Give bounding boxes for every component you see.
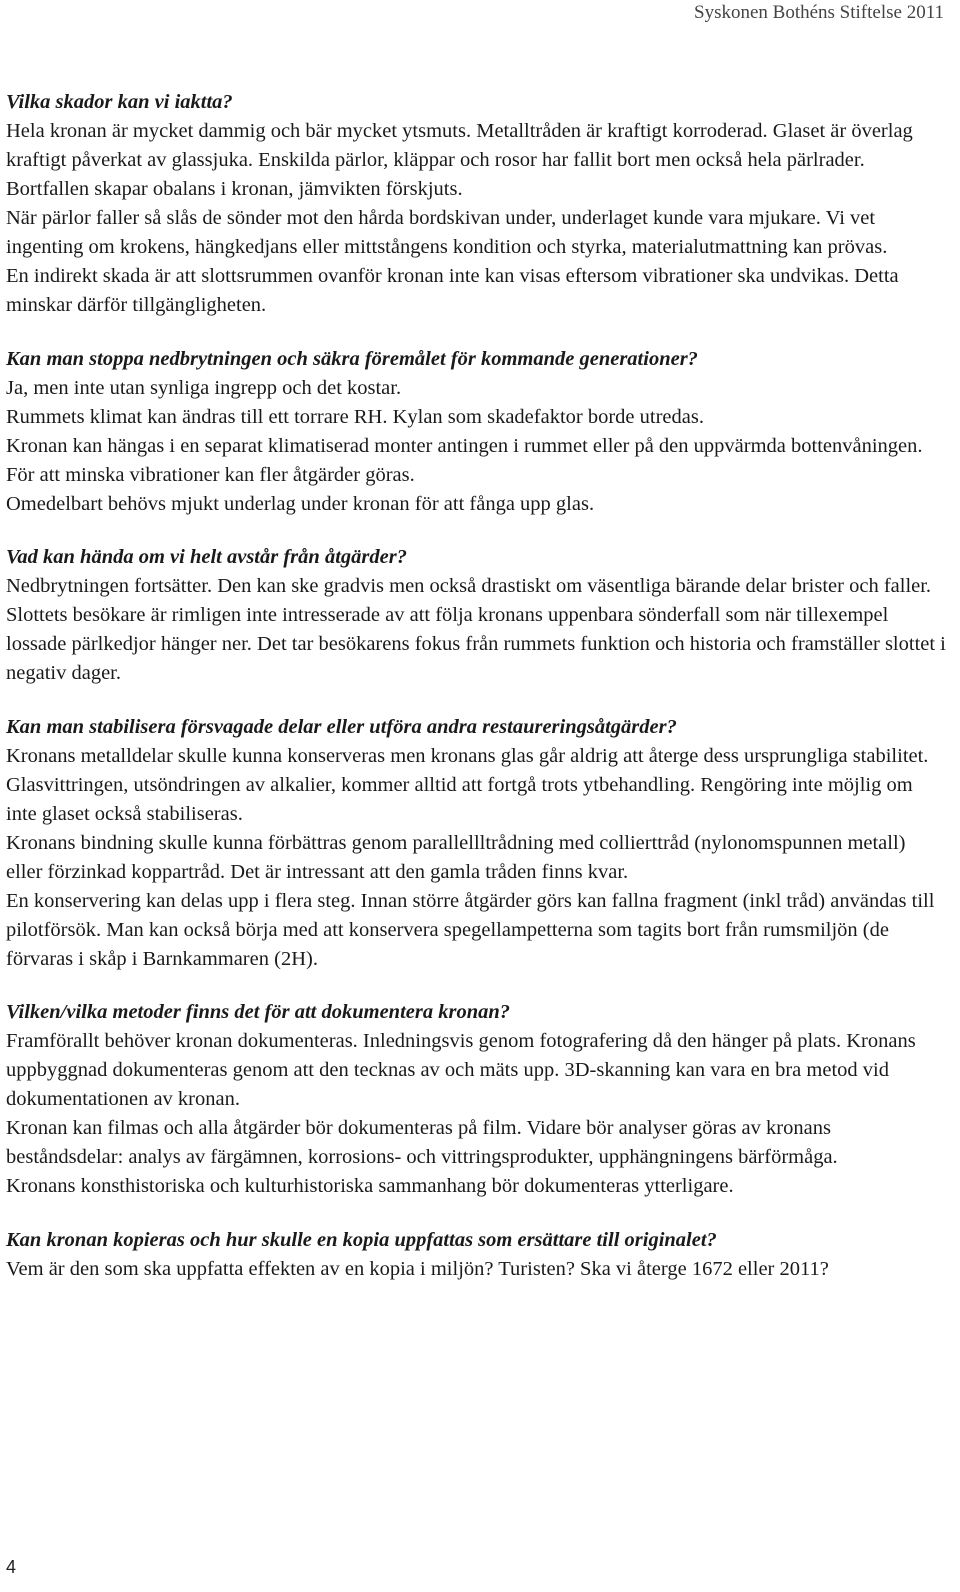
paragraph: När pärlor faller så slås de sönder mot den hårda bordskivan under, underlaget kunde vara mjukare. Vi vet ingenting om krokens, hängkedjans eller mittstångens kondition och styrka, materialutmattning kan prövas. — [6, 207, 888, 258]
paragraph: Nedbrytningen fortsätter. Den kan ske gradvis men också drastiskt om väsentliga bärande delar brister och faller. — [6, 575, 932, 597]
paragraph: Rummets klimat kan ändras till ett torrare RH. Kylan som skadefaktor borde utredas. — [6, 405, 704, 428]
document-body — [6, 88, 946, 1308]
paragraph: Kronans metalldelar skulle kunna konserveras men kronans glas går aldrig att återge dess ursprungliga stabilitet. Glasvittringen, utsöndringen av alkalier, kommer alltid att fortgå trots ytbehandling. Rengöring inte möjlig om inte glaset också stabiliseras. — [6, 744, 929, 825]
section-heading: Vilka skador kan vi iaktta? — [6, 91, 233, 113]
section-heading: Kan man stabilisera försvagade delar eller utföra andra restaureringsåtgärder? — [6, 715, 677, 738]
section-copy-original — [6, 1226, 946, 1284]
paragraph: Kronan kan filmas och alla åtgärder bör dokumenteras på film. Vidare bör analyser göras av kronans beståndsdelar: analys av färgämnen, korrosions- och vittringsprodukter, upphängningens bärförmåga. — [6, 1117, 838, 1168]
paragraph: En indirekt skada är att slottsrummen ovanför kronan inte kan visas eftersom vibrationer ska undvikas. Detta minskar därför tillgängligheten. — [6, 265, 899, 316]
section-documentation-methods — [6, 998, 946, 1201]
paragraph: Vem är den som ska uppfatta effekten av en kopia i miljön? Turisten? Ska vi återge 1672 eller 2011? — [6, 1257, 829, 1280]
section-no-action — [6, 543, 946, 688]
section-heading: Vilken/vilka metoder finns det för att dokumentera kronan? — [6, 1001, 511, 1023]
paragraph: Kronans bindning skulle kunna förbättras genom parallellltrådning med collierttråd (nylonomspunnen metall) eller förzinkad koppartråd. Det är intressant att den gamla tråden finns kvar. — [6, 831, 906, 883]
paragraph: Omedelbart behövs mjukt underlag under kronan för att fånga upp glas. — [6, 492, 595, 515]
paragraph: Kronan kan hängas i en separat klimatiserad monter antingen i rummet eller på den uppvärmda bottenvåningen. — [6, 434, 923, 457]
running-header: Syskonen Bothéns Stiftelse 2011 — [694, 2, 944, 23]
paragraph: För att minska vibrationer kan fler åtgärder göras. — [6, 463, 415, 486]
section-stabilize-restore — [6, 713, 946, 974]
paragraph: Hela kronan är mycket dammig och bär mycket ytsmuts. Metalltråden är kraftigt korroderad. Glaset är överlag kraftigt påverkat av glassjuka. Enskilda pärlor, kläppar och rosor har fallit bort men också hela pärlrader. Bortfallen skapar obalans i kronan, jämvikten förskjuts. — [6, 120, 913, 200]
page-number: 4 — [6, 1557, 17, 1577]
paragraph: Framförallt behöver kronan dokumenteras. Inledningsvis genom fotografering då den hänger på plats. Kronans uppbyggnad dokumenteras genom att den tecknas av och mäts upp. 3D-skanning kan vara en bra metod vid dokumentationen av kronan. — [6, 1030, 916, 1110]
section-stop-degradation — [6, 345, 946, 519]
paragraph: Ja, men inte utan synliga ingrepp och det kostar. — [6, 376, 402, 399]
paragraph: Slottets besökare är rimligen inte intresserade av att följa kronans uppenbara sönderfall som när tillexempel lossade pärlkedjor hänger ner. Det tar besökarens fokus från rummets funktion och historia och framställer slottet i negativ dager. — [6, 604, 946, 684]
section-damages — [6, 88, 946, 320]
section-heading: Vad kan hända om vi helt avstår från åtgärder? — [6, 546, 407, 568]
paragraph: En konservering kan delas upp i flera steg. Innan större åtgärder görs kan fallna fragment (inkl tråd) användas till pilotförsök. Man kan också börja med att konservera spegellampetterna som tagits bort från rumsmiljön (de förvaras i skåp i Barnkammaren (2H). — [6, 889, 935, 970]
section-heading: Kan man stoppa nedbrytningen och säkra föremålet för kommande generationer? — [6, 347, 698, 370]
paragraph: Kronans konsthistoriska och kulturhistoriska sammanhang bör dokumenteras ytterligare. — [6, 1175, 734, 1197]
section-heading: Kan kronan kopieras och hur skulle en kopia uppfattas som ersättare till originalet? — [6, 1228, 717, 1251]
